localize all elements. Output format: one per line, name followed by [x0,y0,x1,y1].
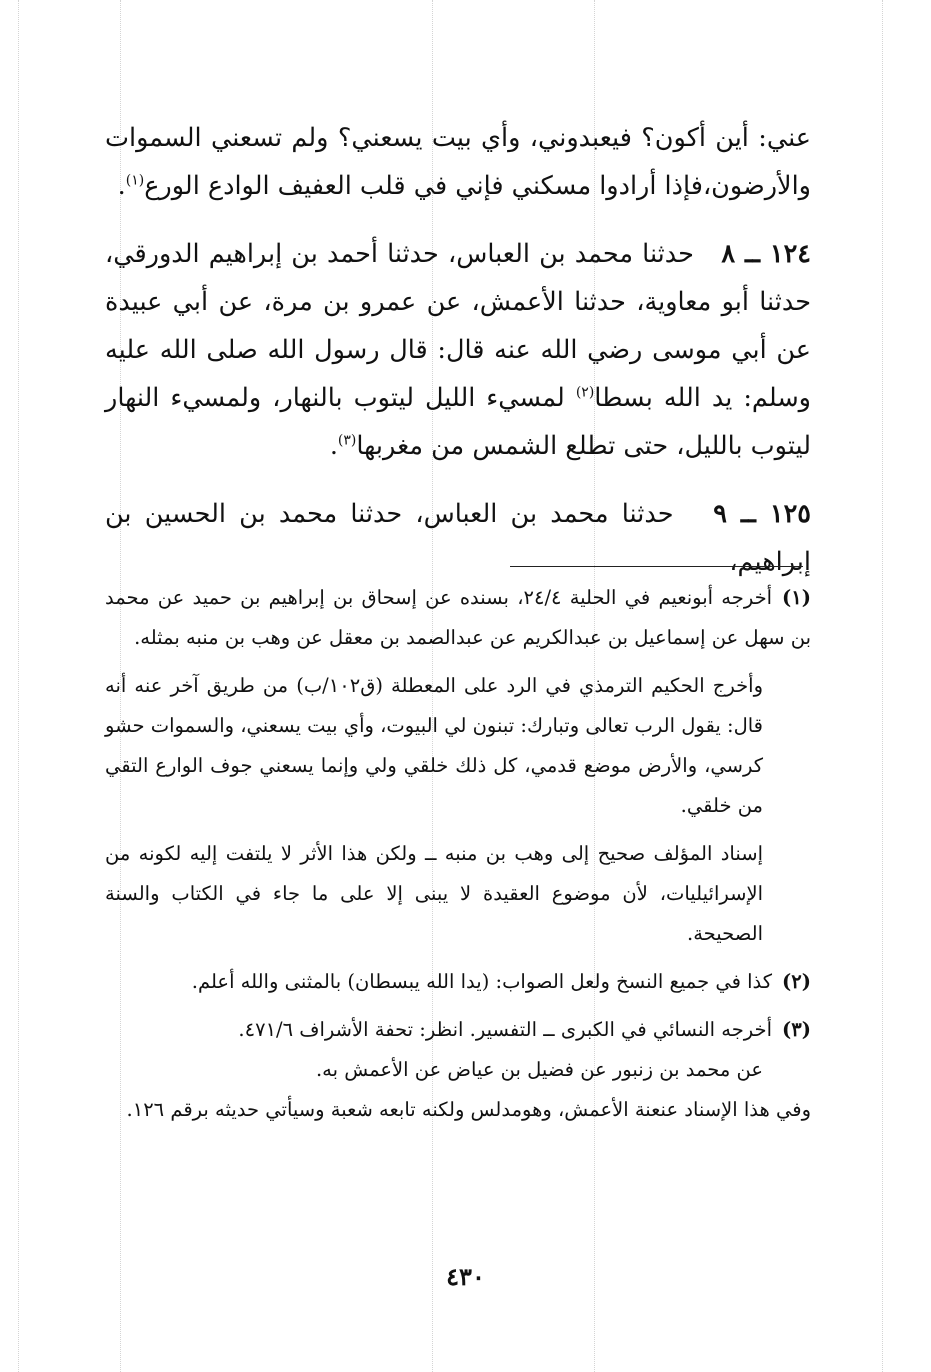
footnote-separator [510,566,803,567]
punctuation: . [117,171,126,201]
footnote-label: (٢) [782,970,811,993]
paragraph-text: عني: أين أكون؟ فيعبدوني، وأي بيت يسعني؟ ولم تسعني السموات والأرضون،فإذا أرادوا مسكني فإني في قلب العفيف الوادع الورع [105,123,811,201]
footnote-1-para-2: وأخرج الحكيم الترمذي في الرد على المعطلة (ق١٠٢/ب) من طريق آخر عنه أنه قال: يقول الرب تعالى وتبارك: تبنون لي البيوت، وأي بيت يسعني، والسموات حشو كرسي، والأرض موضع قدمي، كل ذلك خلقي ولي وإنما يسعني جوف الوارع التقي من خلقي. [105,674,763,817]
punctuation: . [329,431,338,461]
footnote-3-para-2: عن محمد بن زنبور عن فضيل بن عياض عن الأعمش به. [315,1058,763,1081]
scan-artifact-line [18,0,19,1372]
footnote-text: كذا في جميع النسخ ولعل الصواب: (يدا الله يبسطان) بالمثنى والله أعلم. [191,970,773,993]
footnote-3-para-3: وفي هذا الإسناد عنعنة الأعمش، وهومدلس ولكنه تابعه شعبة وسيأتي حديثه برقم ١٢٦. [126,1098,811,1121]
hadith-124 [105,230,811,470]
footnote-label: (١) [782,586,811,609]
hadith-125 [105,490,811,586]
footnotes [105,578,811,1138]
hadith-number: ١٢٥ ــ ٩ [713,499,811,529]
footnote-1-para-3: إسناد المؤلف صحيح إلى وهب بن منبه ــ ولكن هذا الأثر لا يلتفت إليه لكونه من الإسرائيليات، لأن موضوع العقيدة لا يبنى إلا على ما جاء في الكتاب والسنة الصحيحة. [105,842,763,945]
hadith-text-cont: لمسيء الليل ليتوب بالنهار، ولمسيء النهار ليتوب بالليل، حتى تطلع الشمس من مغربها [105,383,811,461]
footnote-ref-1: (١) [125,172,145,189]
footnote-text: أخرجه أبونعيم في الحلية ٢٤/٤، بسنده عن إسحاق بن إبراهيم بن حميد عن محمد بن سهل عن إسماعيل بن عبدالكريم عن عبدالصمد بن معقل عن وهب بن منبه بمثله. [105,586,811,649]
footnote-ref-3: (٣) [337,432,357,449]
footnote-3 [105,1010,811,1050]
hadith-number: ١٢٤ ــ ٨ [721,239,811,269]
footnote-2 [105,962,811,1002]
hadith-text: حدثنا محمد بن العباس، حدثنا أحمد بن إبراهيم الدورقي، حدثنا أبو معاوية، حدثنا الأعمش، عن عمرو بن مرة، عن أبي عبيدة عن أبي موسى رضي الله عنه قال: قال رسول الله صلى الله عليه وسلم: يد الله بسطا [105,239,811,413]
paragraph-continuation [105,114,811,210]
main-text [105,114,811,586]
hadith-text: حدثنا محمد بن العباس، حدثنا محمد بن الحسين بن إبراهيم، [105,499,811,577]
page-number: ٤٣٠ [446,1262,485,1291]
footnote-label: (٣) [782,1018,811,1041]
footnote-1 [105,578,811,658]
scan-artifact-line [882,0,883,1372]
footnote-ref-2: (٢) [575,384,595,401]
footnote-text: أخرجه النسائي في الكبرى ــ التفسير. انظر: تحفة الأشراف ٤٧١/٦. [238,1018,773,1041]
